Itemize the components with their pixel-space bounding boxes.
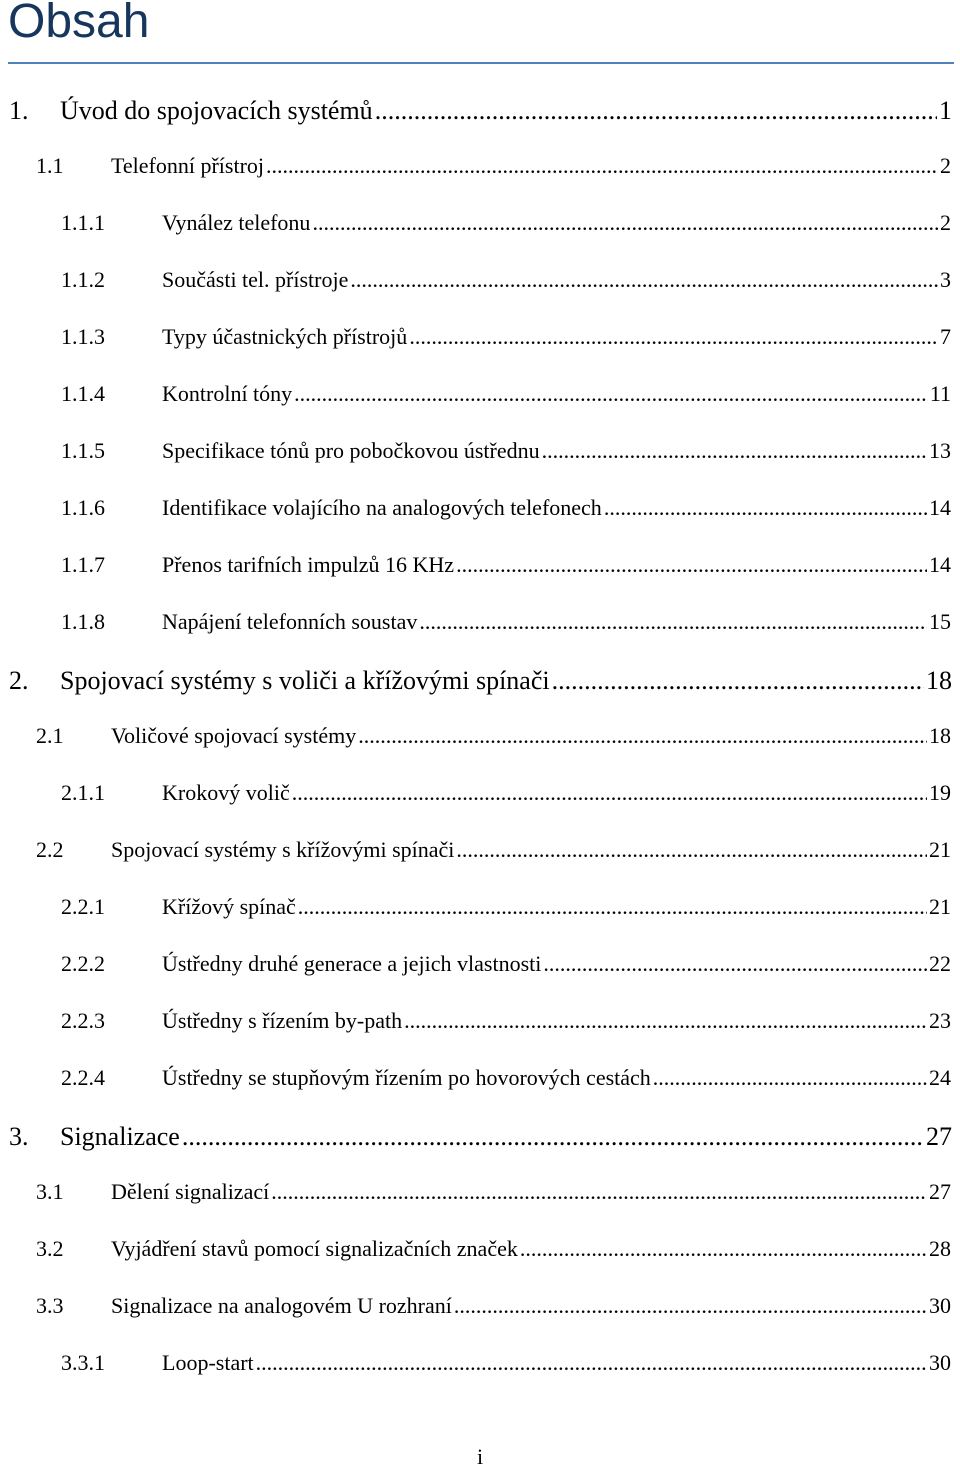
toc-entry-page: 14 [929,552,951,577]
toc-dot-leader [266,153,938,179]
toc-entry-page: 2 [940,210,951,235]
toc-dot-leader [312,210,938,236]
toc-entry-2-1-1[interactable] [61,780,951,814]
toc-entry-number: 1.1.8 [61,609,105,634]
toc-entry-title: Voličové spojovací systémy [111,723,357,748]
toc-dot-leader [375,96,937,126]
toc-entry-number: 2. [9,666,29,695]
toc-entry-3[interactable] [9,1122,952,1156]
toc-entry-page: 30 [929,1350,951,1375]
toc-entry-number: 3.1 [36,1179,64,1204]
toc-entry-title: Ústředny druhé generace a jejich vlastnosti [162,951,542,976]
toc-entry-title: Signalizace [60,1122,180,1151]
toc-entry-title: Vynález telefonu [162,210,311,235]
toc-entry-page: 21 [929,894,951,919]
toc-entry-2-2-3[interactable] [61,1008,951,1042]
toc-entry-number: 3.3 [36,1293,64,1318]
toc-dot-leader [298,894,927,920]
toc-entry-page: 18 [929,723,951,748]
toc-entry-title: Telefonní přístroj [111,153,265,178]
toc-dot-leader [292,780,927,806]
toc-entry-page: 28 [929,1236,951,1261]
toc-dot-leader [454,1293,927,1319]
toc-dot-leader [350,267,938,293]
toc-dot-leader [256,1350,927,1376]
toc-entry-number: 3. [9,1122,29,1151]
toc-entry-title: Ústředny se stupňovým řízením po hovorových cestách [162,1065,651,1090]
toc-entry-1-1-7[interactable] [61,552,951,586]
toc-entry-number: 1.1.7 [61,552,105,577]
toc-entry-title: Napájení telefonních soustav [162,609,418,634]
toc-entry-number: 1.1.4 [61,381,105,406]
toc-entry-title: Spojovací systémy s voliči a křížovými spínači [60,666,550,695]
toc-dot-leader [520,1236,927,1262]
toc-entry-title: Typy účastnických přístrojů [162,324,408,349]
toc-dot-leader [409,324,938,350]
toc-entry-page: 11 [929,381,951,406]
toc-entry-number: 1.1.1 [61,210,105,235]
toc-entry-1[interactable] [9,96,952,130]
toc-entry-title: Kontrolní tóny [162,381,293,406]
toc-dot-leader [358,723,927,749]
toc-entry-3-3-1[interactable] [61,1350,951,1384]
toc-dot-leader [552,666,924,696]
toc-entry-number: 2.2.2 [61,951,105,976]
toc-entry-2-2[interactable] [36,837,951,871]
toc-entry-number: 2.1.1 [61,780,105,805]
toc-dot-leader [653,1065,927,1091]
toc-entry-2-2-2[interactable] [61,951,951,985]
toc-entry-3-1[interactable] [36,1179,951,1213]
toc-entry-page: 3 [940,267,951,292]
toc-entry-1-1-8[interactable] [61,609,951,643]
toc-entry-number: 1. [9,96,29,125]
toc-dot-leader [271,1179,927,1205]
toc-entry-page: 19 [929,780,951,805]
toc-dot-leader [543,951,927,977]
toc-entry-title: Přenos tarifních impulzů 16 KHz [162,552,455,577]
toc-entry-number: 3.2 [36,1236,64,1261]
toc-entry-page: 23 [929,1008,951,1033]
toc-entry-number: 2.2.3 [61,1008,105,1033]
toc-entry-1-1-1[interactable] [61,210,951,244]
toc-entry-page: 22 [929,951,951,976]
toc-dot-leader [404,1008,927,1034]
toc-entry-number: 1.1 [36,153,64,178]
toc-entry-2-2-1[interactable] [61,894,951,928]
toc-dot-leader [542,438,927,464]
toc-entry-3-2[interactable] [36,1236,951,1270]
toc-entry-number: 2.2.1 [61,894,105,919]
toc-entry-title: Specifikace tónů pro pobočkovou ústřednu [162,438,540,463]
toc-entry-page: 27 [929,1179,951,1204]
toc-entry-2[interactable] [9,666,952,700]
toc-entry-page: 30 [929,1293,951,1318]
toc-entry-number: 1.1.2 [61,267,105,292]
toc-entry-number: 3.3.1 [61,1350,105,1375]
toc-entry-title: Loop-start [162,1350,254,1375]
toc-entry-number: 1.1.5 [61,438,105,463]
toc-entry-page: 15 [929,609,951,634]
toc-entry-page: 21 [929,837,951,862]
toc-entry-number: 1.1.3 [61,324,105,349]
toc-entry-page: 14 [929,495,951,520]
toc-entry-page: 2 [940,153,951,178]
toc-entry-page: 7 [940,324,951,349]
toc-entry-number: 1.1.6 [61,495,105,520]
toc-dot-leader [456,552,927,578]
toc-entry-title: Ústředny s řízením by-path [162,1008,403,1033]
toc-dot-leader [456,837,927,863]
page-title: Obsah [8,0,150,48]
toc-entry-title: Signalizace na analogovém U rozhraní [111,1293,452,1318]
toc-entry-page: 24 [929,1065,951,1090]
toc-dot-leader [604,495,927,521]
toc-entry-title: Součásti tel. přístroje [162,267,349,292]
toc-entry-title: Dělení signalizací [111,1179,270,1204]
toc-entry-title: Spojovací systémy s křížovými spínači [111,837,455,862]
toc-entry-number: 2.2 [36,837,64,862]
toc-entry-page: 18 [926,666,952,695]
toc-dot-leader [182,1122,924,1152]
toc-entry-number: 2.2.4 [61,1065,105,1090]
toc-dot-leader [294,381,928,407]
toc-entry-title: Úvod do spojovacích systémů [60,96,373,125]
toc-entry-page: 13 [929,438,951,463]
toc-entry-title: Vyjádření stavů pomocí signalizačních značek [111,1236,518,1261]
toc-entry-1-1-5[interactable] [61,438,951,472]
toc-entry-2-1[interactable] [36,723,951,757]
toc-entry-page: 1 [939,96,952,125]
toc-entry-page: 27 [926,1122,952,1151]
toc-entry-1-1-4[interactable] [61,381,951,415]
toc-entry-1-1-3[interactable] [61,324,951,358]
toc-entry-1-1-6[interactable] [61,495,951,529]
toc-entry-1-1[interactable] [36,153,951,187]
toc-entry-1-1-2[interactable] [61,267,951,301]
toc-dot-leader [419,609,927,635]
toc-entry-title: Identifikace volajícího na analogových telefonech [162,495,602,520]
page-number: i [476,1444,484,1469]
toc-entry-number: 2.1 [36,723,64,748]
toc-entry-title: Křížový spínač [162,894,296,919]
toc-entry-title: Krokový volič [162,780,290,805]
toc-entry-3-3[interactable] [36,1293,951,1327]
toc-entry-2-2-4[interactable] [61,1065,951,1099]
